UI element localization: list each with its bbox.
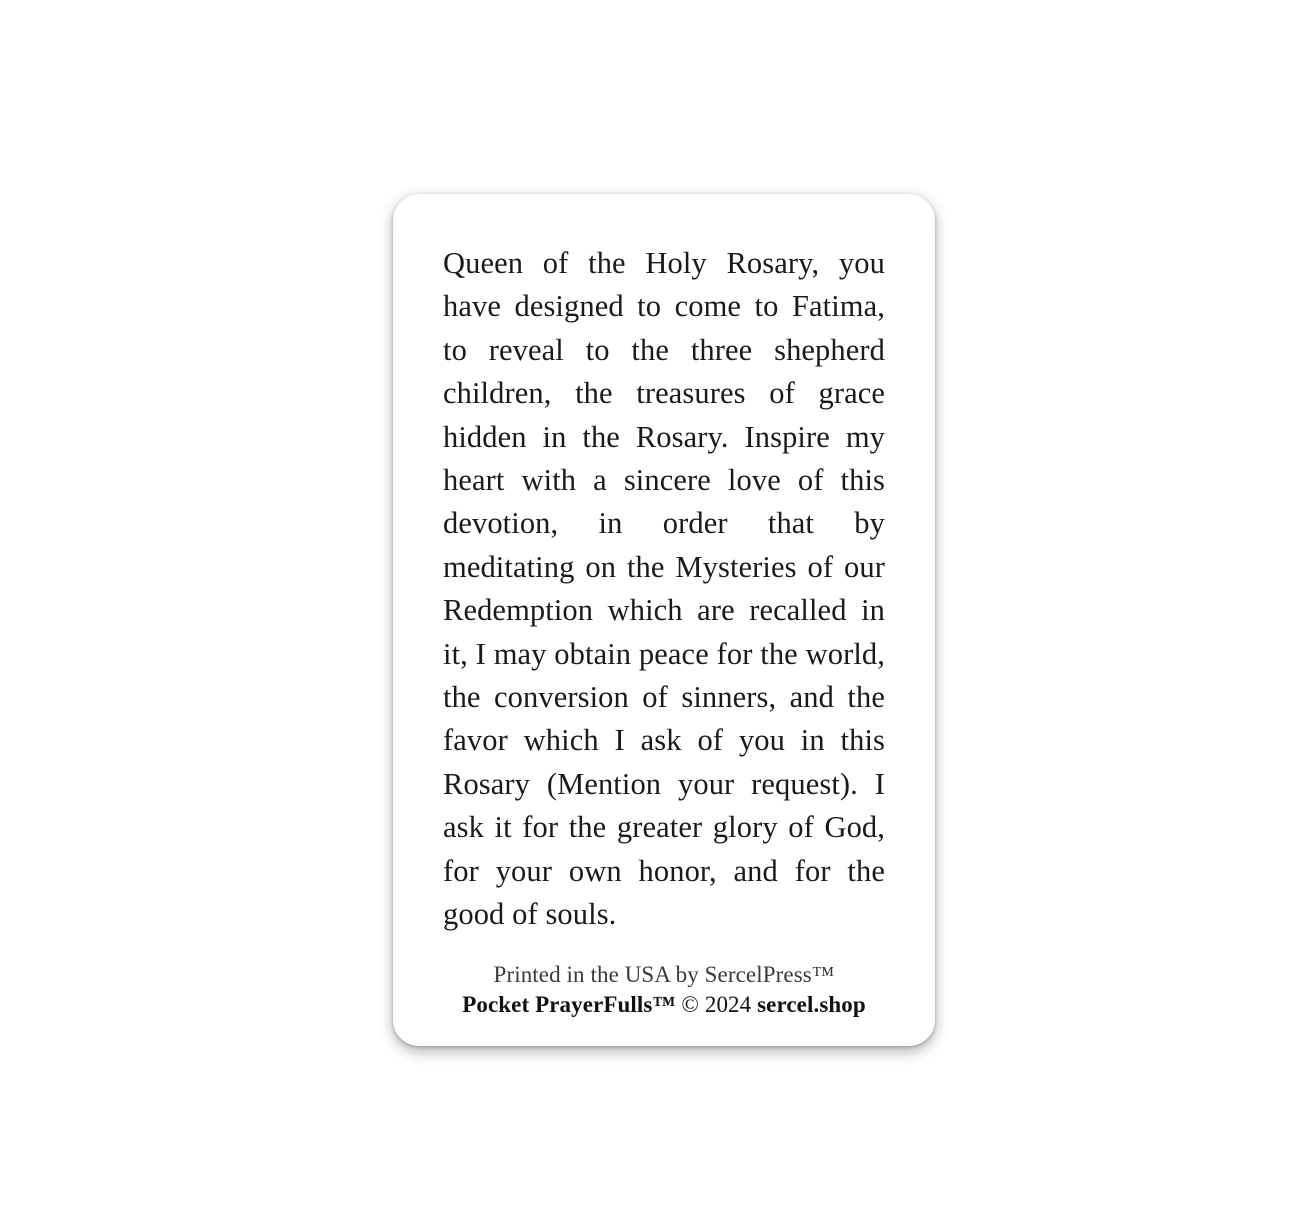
prayer-card-content [393,194,935,1046]
footer-website: sercel.shop [757,992,866,1017]
footer-copyright: © 2024 [681,992,752,1017]
prayer-body-text: Queen of the Holy Rosary, you have designed to come to Fatima, to reveal to the three shepherd children, the treasures of grace hidden in the Rosary. Inspire my heart with a sincere love of this devotion, in order that by meditating on the Mysteries of our Redemption which are recalled in it, I may obtain peace for the world, the conversion of sinners, and the favor which I ask of you in this Rosary (Mention your request). I ask it for the greater glory of God, for your own honor, and for the good of souls. [443,246,885,932]
prayer-card [393,194,935,1046]
footer-brand-line [441,990,887,1020]
footer-brand-name: Pocket PrayerFulls™ [462,992,676,1017]
card-footer [441,961,887,1024]
footer-printed-line: Printed in the USA by SercelPress™ [493,962,835,987]
